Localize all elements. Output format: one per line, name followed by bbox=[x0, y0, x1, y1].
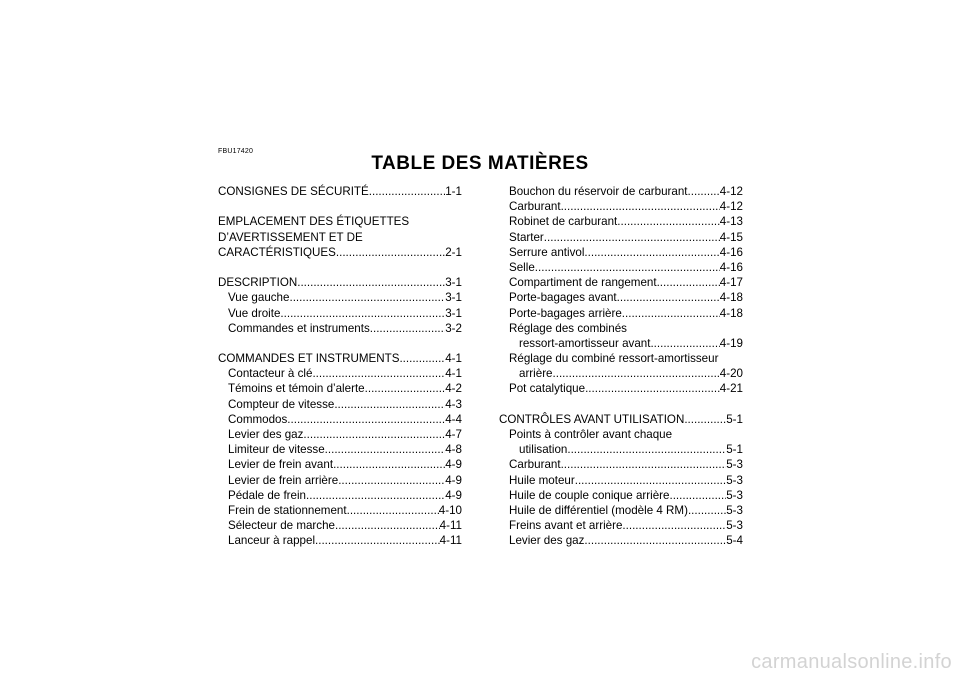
watermark: carmanualsonline.info bbox=[751, 651, 952, 673]
toc-entry[interactable] bbox=[499, 442, 743, 457]
toc-entry-title: Frein de stationnement bbox=[228, 503, 347, 517]
toc-entry[interactable] bbox=[218, 503, 462, 518]
toc-entry[interactable] bbox=[499, 184, 743, 199]
dot-leader bbox=[336, 245, 445, 260]
dot-leader bbox=[584, 533, 726, 548]
toc-page-number: 4-7 bbox=[445, 428, 462, 441]
toc-page-number: 4-12 bbox=[719, 185, 743, 198]
toc-entry[interactable] bbox=[218, 488, 462, 503]
toc-entry-title: COMMANDES ET INSTRUMENTS bbox=[218, 352, 400, 366]
toc-entry-title: utilisation bbox=[519, 443, 568, 457]
toc-entry-title: Huile moteur bbox=[509, 473, 575, 487]
dot-leader bbox=[303, 427, 445, 442]
document-code: FBU17420 bbox=[218, 148, 254, 155]
toc-page-number: 4-18 bbox=[719, 306, 743, 320]
dot-leader bbox=[289, 290, 445, 305]
toc-page-number: 2-1 bbox=[445, 245, 462, 259]
dot-leader bbox=[338, 473, 445, 488]
dot-leader bbox=[669, 488, 726, 503]
toc-entry[interactable] bbox=[499, 306, 743, 321]
toc-entry[interactable] bbox=[218, 366, 462, 381]
toc-page-number: 4-11 bbox=[439, 534, 462, 548]
dot-leader bbox=[347, 503, 439, 518]
toc-entry[interactable] bbox=[499, 503, 743, 518]
toc-entry-title: Contacteur à clé bbox=[228, 367, 313, 381]
dot-leader bbox=[544, 230, 720, 245]
toc-page-number: 4-9 bbox=[445, 458, 462, 472]
toc-entry[interactable] bbox=[218, 473, 462, 488]
toc-page-number: 5-4 bbox=[726, 534, 743, 548]
toc-entry-title: DESCRIPTION bbox=[218, 276, 298, 290]
dot-leader bbox=[297, 275, 445, 290]
toc-spacer bbox=[218, 260, 462, 275]
toc-entry-title: Porte-bagages avant bbox=[509, 291, 617, 305]
dot-leader bbox=[584, 245, 719, 260]
toc-page-number: 3-1 bbox=[445, 291, 462, 305]
toc-entry-title: Commandes et instruments bbox=[228, 321, 370, 335]
dot-leader bbox=[617, 214, 720, 229]
toc-page-number: 4-8 bbox=[445, 443, 462, 457]
toc-entry-title: Limiteur de vitesse bbox=[228, 443, 325, 457]
dot-leader bbox=[575, 473, 727, 488]
toc-entry[interactable] bbox=[499, 245, 743, 260]
dot-leader bbox=[370, 321, 445, 336]
dot-leader bbox=[650, 336, 719, 351]
toc-entry[interactable] bbox=[499, 290, 743, 305]
toc-entry[interactable] bbox=[218, 290, 462, 305]
toc-entry[interactable] bbox=[499, 381, 743, 396]
dot-leader bbox=[365, 381, 446, 396]
toc-entry-title: Points à contrôler avant chaque bbox=[509, 428, 673, 441]
toc-page-number: 4-12 bbox=[719, 200, 743, 214]
toc-page-number: 5-3 bbox=[726, 488, 743, 502]
toc-page-number: 5-3 bbox=[726, 458, 743, 472]
toc-entry[interactable] bbox=[499, 230, 743, 245]
toc-entry[interactable] bbox=[218, 412, 462, 427]
toc-entry-title: Huile de différentiel (modèle 4 RM) bbox=[509, 503, 688, 517]
dot-leader bbox=[585, 381, 720, 396]
dot-leader bbox=[399, 351, 445, 366]
toc-entry[interactable] bbox=[218, 351, 462, 366]
toc-page-number: 5-3 bbox=[726, 519, 743, 533]
dot-leader bbox=[688, 503, 726, 518]
toc-entry-title: EMPLACEMENT DES ÉTIQUETTES bbox=[218, 215, 410, 229]
toc-page-number: 4-1 bbox=[445, 352, 462, 366]
toc-entry[interactable] bbox=[499, 275, 743, 290]
toc-entry[interactable] bbox=[499, 412, 743, 427]
toc-entry[interactable] bbox=[499, 518, 743, 533]
toc-entry-title: D’AVERTISSEMENT ET DE bbox=[218, 230, 363, 244]
toc-entry[interactable] bbox=[499, 488, 743, 503]
toc-page-number: 4-21 bbox=[719, 382, 743, 396]
toc-page-number: 4-16 bbox=[719, 260, 743, 274]
dot-leader bbox=[684, 412, 726, 427]
toc-entry[interactable] bbox=[218, 381, 462, 396]
toc-entry-title: Levier de frein avant bbox=[228, 458, 334, 472]
toc-entry-title: Compteur de vitesse bbox=[228, 397, 335, 411]
toc-page-number: 4-19 bbox=[719, 336, 743, 350]
dot-leader bbox=[315, 533, 440, 548]
toc-page-number: 4-10 bbox=[438, 503, 462, 517]
toc-entry-title: Bouchon du réservoir de carburant bbox=[509, 185, 688, 198]
toc-entry-title: Serrure antivol bbox=[509, 245, 585, 259]
toc-entry[interactable] bbox=[218, 275, 462, 290]
toc-entry-title: Réglage des combinés bbox=[509, 321, 627, 335]
dot-leader bbox=[617, 290, 720, 305]
toc-page-number: 3-1 bbox=[445, 276, 462, 290]
dot-leader bbox=[334, 397, 445, 412]
toc-page-number: 5-3 bbox=[726, 503, 743, 517]
toc-entry-title: arrière bbox=[519, 367, 553, 381]
toc-page-number: 5-1 bbox=[726, 412, 743, 426]
page-title: TABLE DES MATIÈRES bbox=[371, 153, 589, 174]
toc-entry[interactable] bbox=[218, 442, 462, 457]
toc-entry[interactable] bbox=[218, 397, 462, 412]
dot-leader bbox=[369, 184, 445, 199]
toc-entry-title: Vue gauche bbox=[228, 291, 290, 305]
toc-column-left bbox=[218, 184, 462, 549]
toc-page-number: 4-1 bbox=[445, 367, 462, 381]
toc-entry[interactable] bbox=[218, 457, 462, 472]
toc-entry-title: CONSIGNES DE SÉCURITÉ bbox=[218, 185, 369, 198]
toc-page-number: 4-11 bbox=[439, 519, 462, 533]
toc-entry-title: Selle bbox=[509, 260, 535, 274]
toc-page-number: 4-17 bbox=[719, 276, 743, 290]
toc-entry-title: Témoins et témoin d’alerte bbox=[228, 382, 365, 396]
dot-leader bbox=[333, 457, 445, 472]
toc-page-number: 4-13 bbox=[719, 215, 743, 229]
toc-entry-title: Carburant bbox=[509, 458, 561, 472]
dot-leader bbox=[688, 184, 720, 199]
toc-entry-title: Commodos bbox=[228, 412, 288, 426]
toc-entry-title: Levier des gaz bbox=[228, 428, 304, 441]
toc-entry[interactable] bbox=[218, 427, 462, 442]
toc-page-number: 4-16 bbox=[719, 245, 743, 259]
toc-entry[interactable] bbox=[499, 336, 743, 351]
toc-entry[interactable] bbox=[499, 366, 743, 381]
toc-entry[interactable] bbox=[218, 245, 462, 260]
toc-entry-title: Carburant bbox=[509, 200, 561, 214]
dot-leader bbox=[306, 488, 445, 503]
toc-page-number: 4-18 bbox=[719, 291, 743, 305]
toc-entry-title: Levier des gaz bbox=[509, 534, 585, 548]
toc-entry[interactable] bbox=[218, 321, 462, 336]
toc-entry[interactable] bbox=[218, 184, 462, 199]
toc-entry-title: Lanceur à rappel bbox=[228, 534, 316, 548]
toc-spacer bbox=[499, 397, 743, 412]
toc-entry[interactable] bbox=[499, 473, 743, 488]
dot-leader bbox=[567, 442, 726, 457]
toc-page-number: 4-2 bbox=[445, 382, 462, 396]
toc-entry[interactable] bbox=[499, 214, 743, 229]
toc-entry-title: Porte-bagages arrière bbox=[509, 306, 622, 320]
toc-entry-title: Réglage du combiné ressort-amortisseur bbox=[509, 352, 719, 366]
dot-leader bbox=[622, 306, 720, 321]
toc-entry[interactable] bbox=[218, 518, 462, 533]
toc-page-number: 3-2 bbox=[445, 321, 462, 335]
dot-leader bbox=[280, 306, 445, 321]
toc-entry[interactable] bbox=[218, 306, 462, 321]
dot-leader bbox=[325, 442, 446, 457]
toc-entry[interactable] bbox=[218, 533, 462, 548]
dot-leader bbox=[553, 366, 720, 381]
toc-entry-title: Robinet de carburant bbox=[509, 215, 618, 229]
toc-entry-title: Huile de couple conique arrière bbox=[509, 488, 670, 502]
toc-entry[interactable] bbox=[499, 533, 743, 548]
toc-entry-title: Starter bbox=[509, 230, 544, 244]
toc-spacer bbox=[218, 336, 462, 351]
toc-page-number: 1-1 bbox=[445, 185, 462, 198]
toc-page-number: 3-1 bbox=[445, 306, 462, 320]
dot-leader bbox=[312, 366, 445, 381]
toc-entry-title: CONTRÔLES AVANT UTILISATION bbox=[499, 412, 685, 426]
toc-page-number: 4-15 bbox=[719, 230, 743, 244]
dot-leader bbox=[335, 518, 440, 533]
toc-entry-title: CARACTÉRISTIQUES bbox=[218, 245, 336, 259]
toc-entry-title: Pot catalytique bbox=[509, 382, 586, 396]
toc-entry[interactable] bbox=[499, 260, 743, 275]
toc-entry-title: ressort-amortisseur avant bbox=[519, 336, 651, 350]
toc-column-right bbox=[499, 184, 743, 549]
toc-entry-title: Vue droite bbox=[228, 306, 281, 320]
dot-leader bbox=[561, 457, 727, 472]
toc-entry-title: Compartiment de rangement bbox=[509, 276, 657, 290]
toc-page-number: 4-9 bbox=[445, 473, 462, 487]
toc-page-number: 4-9 bbox=[445, 488, 462, 502]
toc-page-number: 4-4 bbox=[445, 412, 462, 426]
toc-entry-title: Levier de frein arrière bbox=[228, 473, 339, 487]
dot-leader bbox=[287, 412, 445, 427]
toc-spacer bbox=[218, 199, 462, 214]
toc-page-number: 4-20 bbox=[719, 367, 743, 381]
toc-page-number: 5-3 bbox=[726, 473, 743, 487]
toc-entry-title: Freins avant et arrière bbox=[509, 519, 623, 533]
toc-page-number: 5-1 bbox=[726, 443, 743, 457]
dot-leader bbox=[622, 518, 726, 533]
toc-entry-title: Pédale de frein bbox=[228, 488, 306, 502]
toc-entry[interactable] bbox=[499, 457, 743, 472]
toc-page-number: 4-3 bbox=[445, 397, 462, 411]
toc-entry[interactable] bbox=[499, 199, 743, 214]
dot-leader bbox=[561, 199, 720, 214]
dot-leader bbox=[535, 260, 720, 275]
toc-entry-title: Sélecteur de marche bbox=[228, 519, 335, 533]
dot-leader bbox=[657, 275, 720, 290]
